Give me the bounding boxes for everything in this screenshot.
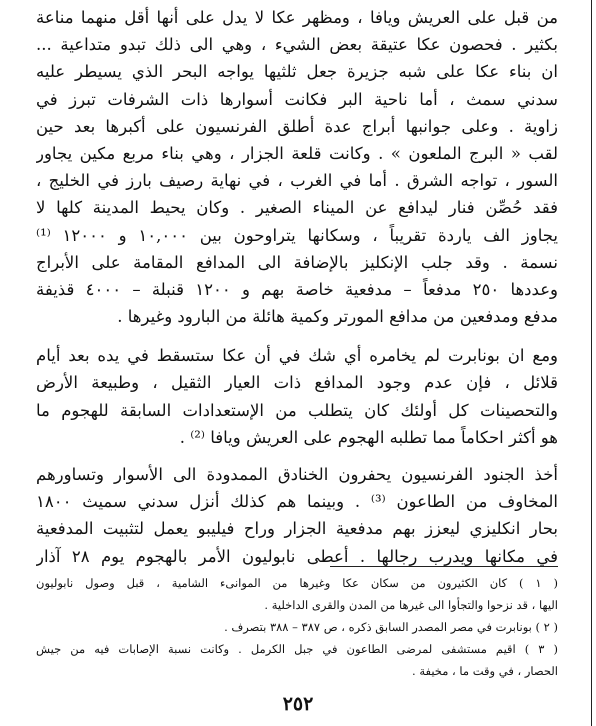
footnote-line: ( ١ ) كان الكثيرون من سكان عكا وغيرها من الموانىء الشامية ، قبل وصول نابوليون — [36, 576, 558, 590]
footnote-line: اليها ، قد نزحوا والتجأوا الى غيرها من المدن والقرى الداخلية . — [264, 598, 558, 612]
text-line: هو أكثر احكاماً مما تطلبه الهجوم على العريش ويافا ⁽²⁾ . — [179, 427, 558, 447]
text-line: سدني سمث ، أما ناحية البر فكانت أسوارها ذات الشرفات تبرز في — [36, 89, 558, 109]
text-line: السور ، تواجه الشرق . أما في الغرب ، في نهاية رصيف بارز في الخليج ، — [36, 171, 558, 191]
text-line: يجاوز الف ياردة تقريباً ، وسكانها يتراوحون بين ١٠,٠٠٠ و ١٢٠٠٠ ⁽¹⁾ — [36, 225, 558, 245]
footnote-separator — [330, 566, 558, 567]
text-line: في مكانها ويدرب رجالها . أعطى نابوليون الأمر بالهجوم يوم ٢٨ آذار — [36, 546, 558, 566]
page-edge-line — [591, 0, 592, 726]
text-line: مدفع ومدفعين من مدافع المورتر وكمية هائلة من البارود وغيرها . — [117, 307, 558, 327]
main-text — [36, 4, 558, 570]
text-line: من قبل على العريش ويافا ، ومظهر عكا لا يدل على أنها أقل منهما مناعة — [36, 8, 558, 27]
text-line: أخذ الجنود الفرنسيون يحفرون الخنادق الممدودة الى الأسوار وتساورهم — [36, 465, 558, 484]
footnote-line: الحصار ، في وقت ما ، مخيفة . — [412, 664, 558, 678]
text-line: والتحصينات كل أولئك كان يتطلب من الإستعدادات السابقة للهجوم ما — [36, 400, 558, 420]
text-line: بكثير . فحصون عكا عتيقة بعض الشيء ، وهي الى ذلك تبدو متداعية ... — [36, 35, 558, 55]
paragraph-2 — [36, 342, 558, 451]
paragraph-gap — [36, 451, 558, 461]
text-line: بحار انكليزي ليعزز بهم مدفعية الجزار وراح فيليبو يعمل لتثبيت المدفعية — [36, 519, 558, 539]
text-line: وعددها ٢٥٠ مدفعاً – مدفعية خاصة بهم و ١٢٠٠ قنبلة – ٤٠٠٠ قذيفة — [36, 279, 558, 299]
text-line: ومع ان بونابرت لم يخامره أي شك في أن عكا ستسقط في يده بعد أيام — [36, 346, 558, 366]
text-line: لقب « البرج الملعون » . وكانت قلعة الجزار ، وهي بناء مربع مكين يجاور — [36, 143, 558, 163]
paragraph-gap — [36, 330, 558, 342]
text-line: زاوية . وعلى جوانبها أبراج عدة أطلق الفرنسيون على أكبرها بعد حين — [36, 116, 558, 136]
page-number: ٢٥٢ — [282, 693, 314, 715]
footnotes — [36, 572, 558, 682]
text-line: فقد حُصِّن فنار ليدافع عن الميناء الصغير . وكان يحيط المدينة كلها لا — [36, 198, 558, 218]
text-line: المخاوف من الطاعون ⁽³⁾ . وبينما هم كذلك أنزل سدني سميث ١٨٠٠ — [36, 492, 558, 512]
footnote-line: ( ٣ ) اقيم مستشفى لمرضى الطاعون في جبل الكرمل . وكانت نسبة الإصابات فيه من جيش — [36, 642, 558, 656]
paragraph-3 — [36, 461, 558, 570]
text-line: قلائل ، فإن عدم وجود المدافع ذات العيار الثقيل ، وطبيعة الأرض — [36, 373, 558, 393]
text-line: نسمة . وقد جلب الإنكليز بالإضافة الى المدافع المقامة على الأبراج — [36, 252, 558, 272]
text-line: ان بناء عكا على شبه جزيرة جعل ثلثيها يواجه البحر الذي يسيطر عليه — [36, 62, 558, 82]
paragraph-1 — [36, 4, 558, 330]
footnote-line: ( ٢ ) بونابرت في مصر المصدر السابق ذكره ، ص ٣٨٧ – ٣٨٨ بتصرف . — [224, 620, 558, 634]
